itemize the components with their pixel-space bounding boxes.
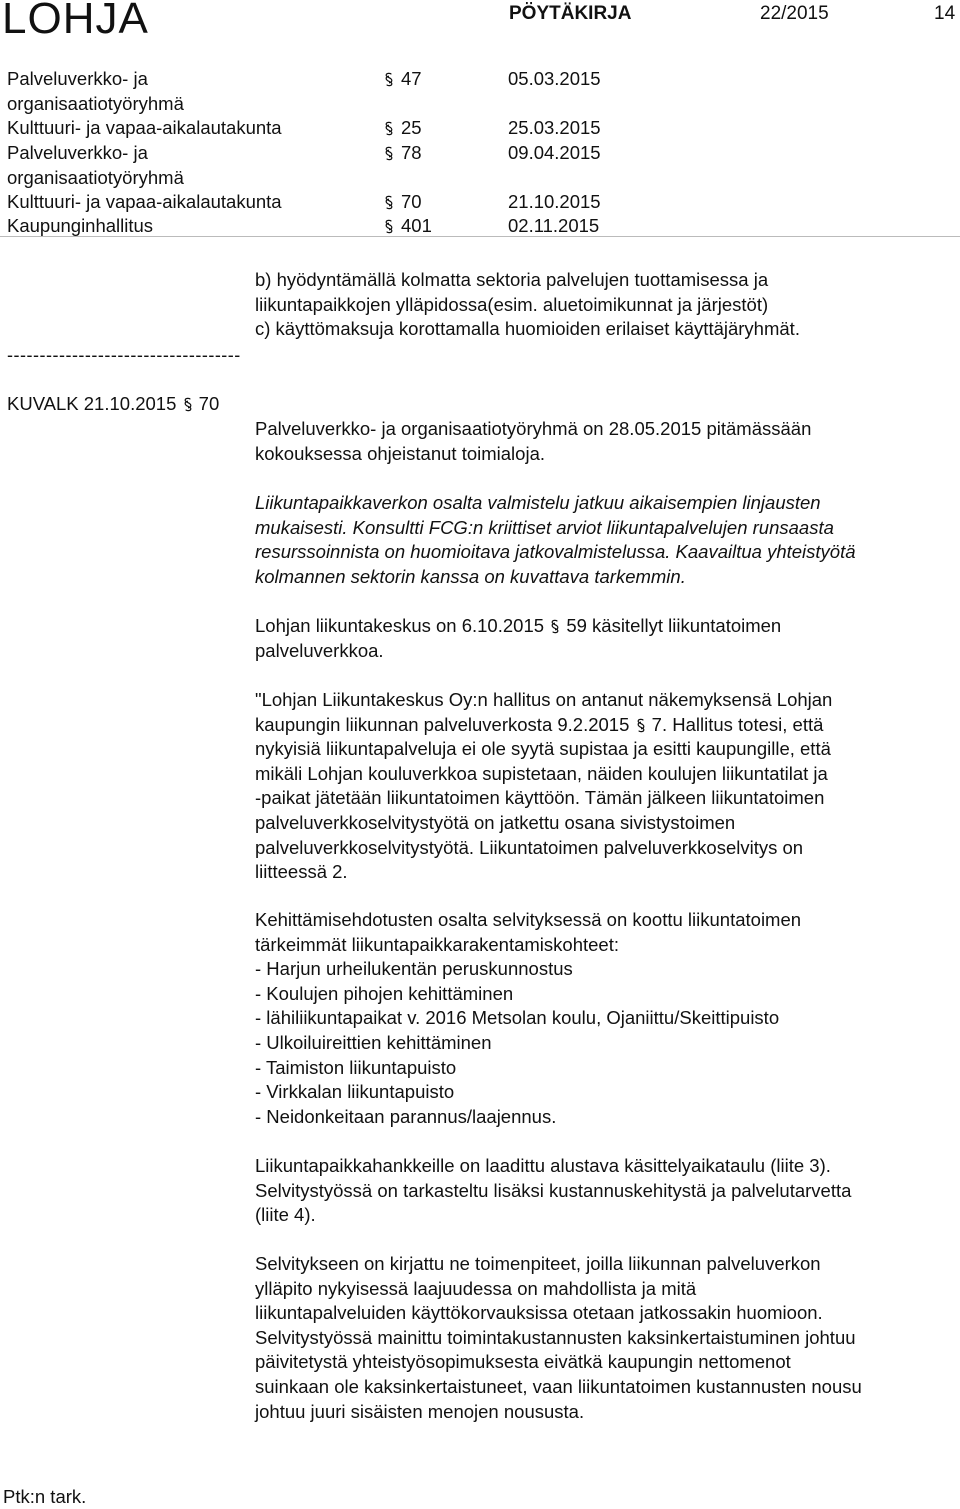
- section-sign-icon: [182, 393, 194, 414]
- paragraph-3-end: 59 käsitellyt liikuntatoimen palveluverkkoa.: [255, 615, 782, 661]
- paragraph-6: Liikuntapaikkahankkeille on laadittu alustava käsittelyaikataulu (liite 3). Selvitystyössä on tarkasteltu lisäksi kustannuskehitystä ja palvelutarvetta (liite 4).: [255, 1155, 852, 1226]
- history-date: 02.11.2015: [508, 215, 600, 236]
- history-date: 21.10.2015: [508, 191, 601, 212]
- paragraph-5: Kehittämisehdotusten osalta selvityksessä on koottu liikuntatoimen tärkeimmät liikuntapaikkarakentamiskohteet: - Harjun urheilukentän peruskunnostus - Koulujen pihojen kehittäminen - lähiliikuntapaikat v. 2016 Metsolan koulu, Ojaniittu/Skeittipuisto - Ulkoiluireittien kehittäminen - Taimiston liikuntapuisto - Virkkalan liikuntapuisto - Neidonkeitaan parannus/laajennus.: [255, 909, 802, 1127]
- history-date: 05.03.2015: [508, 68, 601, 89]
- header-divider: [0, 236, 960, 237]
- section-sign-icon: [383, 190, 395, 215]
- section-sign-icon: [383, 67, 395, 92]
- intro-paragraph: b) hyödyntämällä kolmatta sektoria palvelujen tuottamisessa ja liikuntapaikkojen ylläpidossa(esim. aluetoimikunnat ja järjestöt) c) käyttömaksuja korottamalla huomioiden erilaiset käyttäjäryhmät.: [255, 269, 800, 340]
- paragraph-4: [255, 688, 955, 885]
- section-sign-icon: [635, 714, 647, 735]
- history-organ: Kulttuuri- ja vapaa-aikalautakunta: [7, 191, 282, 212]
- history-section-number: 78: [401, 142, 422, 163]
- history-organ: Kulttuuri- ja vapaa-aikalautakunta: [7, 117, 282, 138]
- paragraph-3-start: Lohjan liikuntakeskus on 6.10.2015: [255, 615, 545, 636]
- section-sign-icon: [383, 141, 395, 166]
- history-organ: Kaupunginhallitus: [7, 215, 154, 236]
- footer-initials-label: Ptk:n tark.: [3, 1486, 87, 1507]
- page-number: 14: [934, 3, 956, 24]
- history-section-number: 47: [401, 68, 422, 89]
- history-date: 25.03.2015: [508, 117, 601, 138]
- meeting-heading: [7, 392, 219, 417]
- paragraph-2: Liikuntapaikkaverkon osalta valmistelu jatkuu aikaisempien linjausten mukaisesti. Konsultti FCG:n kriittiset arviot liikuntapalvelujen runsaasta resurssoinnista on huomioitava jatkovalmistelussa. Kaavailtua yhteistyötä kolmannen sektorin kanssa on kuvattava tarkemmin.: [255, 492, 856, 587]
- document-type: PÖYTÄKIRJA: [509, 3, 632, 24]
- document-number: 22/2015: [760, 3, 829, 24]
- paragraph-1: Palveluverkko- ja organisaatiotyöryhmä on 28.05.2015 pitämässään kokouksessa ohjeistanut toimialoja.: [255, 418, 812, 464]
- history-section-number: 25: [401, 117, 422, 138]
- separator-line: ------------------------------------: [7, 345, 241, 365]
- history-organ: Palveluverkko- ja organisaatiotyöryhmä: [7, 142, 184, 188]
- meeting-label: KUVALK 21.10.2015: [7, 393, 177, 414]
- section-sign-icon: [549, 615, 561, 636]
- history-date: 09.04.2015: [508, 142, 601, 163]
- section-sign-icon: [383, 116, 395, 141]
- section-sign-icon: [383, 214, 395, 239]
- paragraph-7: Selvitykseen on kirjattu ne toimenpiteet, joilla liikunnan palveluverkon ylläpito nykyisessä laajuudessa on mahdollista ja mitä liikuntapalveluiden käyttökorvauksissa otetaan jatkossakin huomioon. Selvitystyössä mainittu toimintakustannusten kaksinkertaistuminen johtuu päivitetystä yhteistyösopimuksesta eivätkä kaupungin nettomenot suinkaan ole kaksinkertaistuneet, vaan liikuntatoimen kustannusten nousu johtuu juuri sisäisten menojen noususta.: [255, 1253, 862, 1422]
- lohja-logo: LOHJA: [2, 0, 149, 43]
- history-organ: Palveluverkko- ja organisaatiotyöryhmä: [7, 68, 184, 114]
- paragraph-4-start: "Lohjan Liikuntakeskus Oy:n hallitus on antanut näkemyksensä Lohjan kaupungin liikunnan palveluverkosta 9.2.2015: [255, 689, 833, 735]
- paragraph-3: [255, 614, 955, 663]
- history-section-number: 401: [401, 215, 432, 236]
- history-section-number: 70: [401, 191, 422, 212]
- paragraph-4-end: 7. Hallitus totesi, että nykyisiä liikuntapalveluja ei ole syytä supistaa ja esitti kaupungille, että mikäli Lohjan kouluverkkoa supistetaan, näiden koulujen liikuntatilat ja -paikat jätetään liikuntatoimen käyttöön. Tämän jälkeen liikuntatoimen palveluverkkoselvitystyötä on jatkettu osana sivistystoimen palveluverkkoselvitystyötä. Liikuntatoimen palveluverkkoselvitys on liitteessä 2.: [255, 713, 831, 883]
- meeting-section-number: 70: [198, 393, 220, 414]
